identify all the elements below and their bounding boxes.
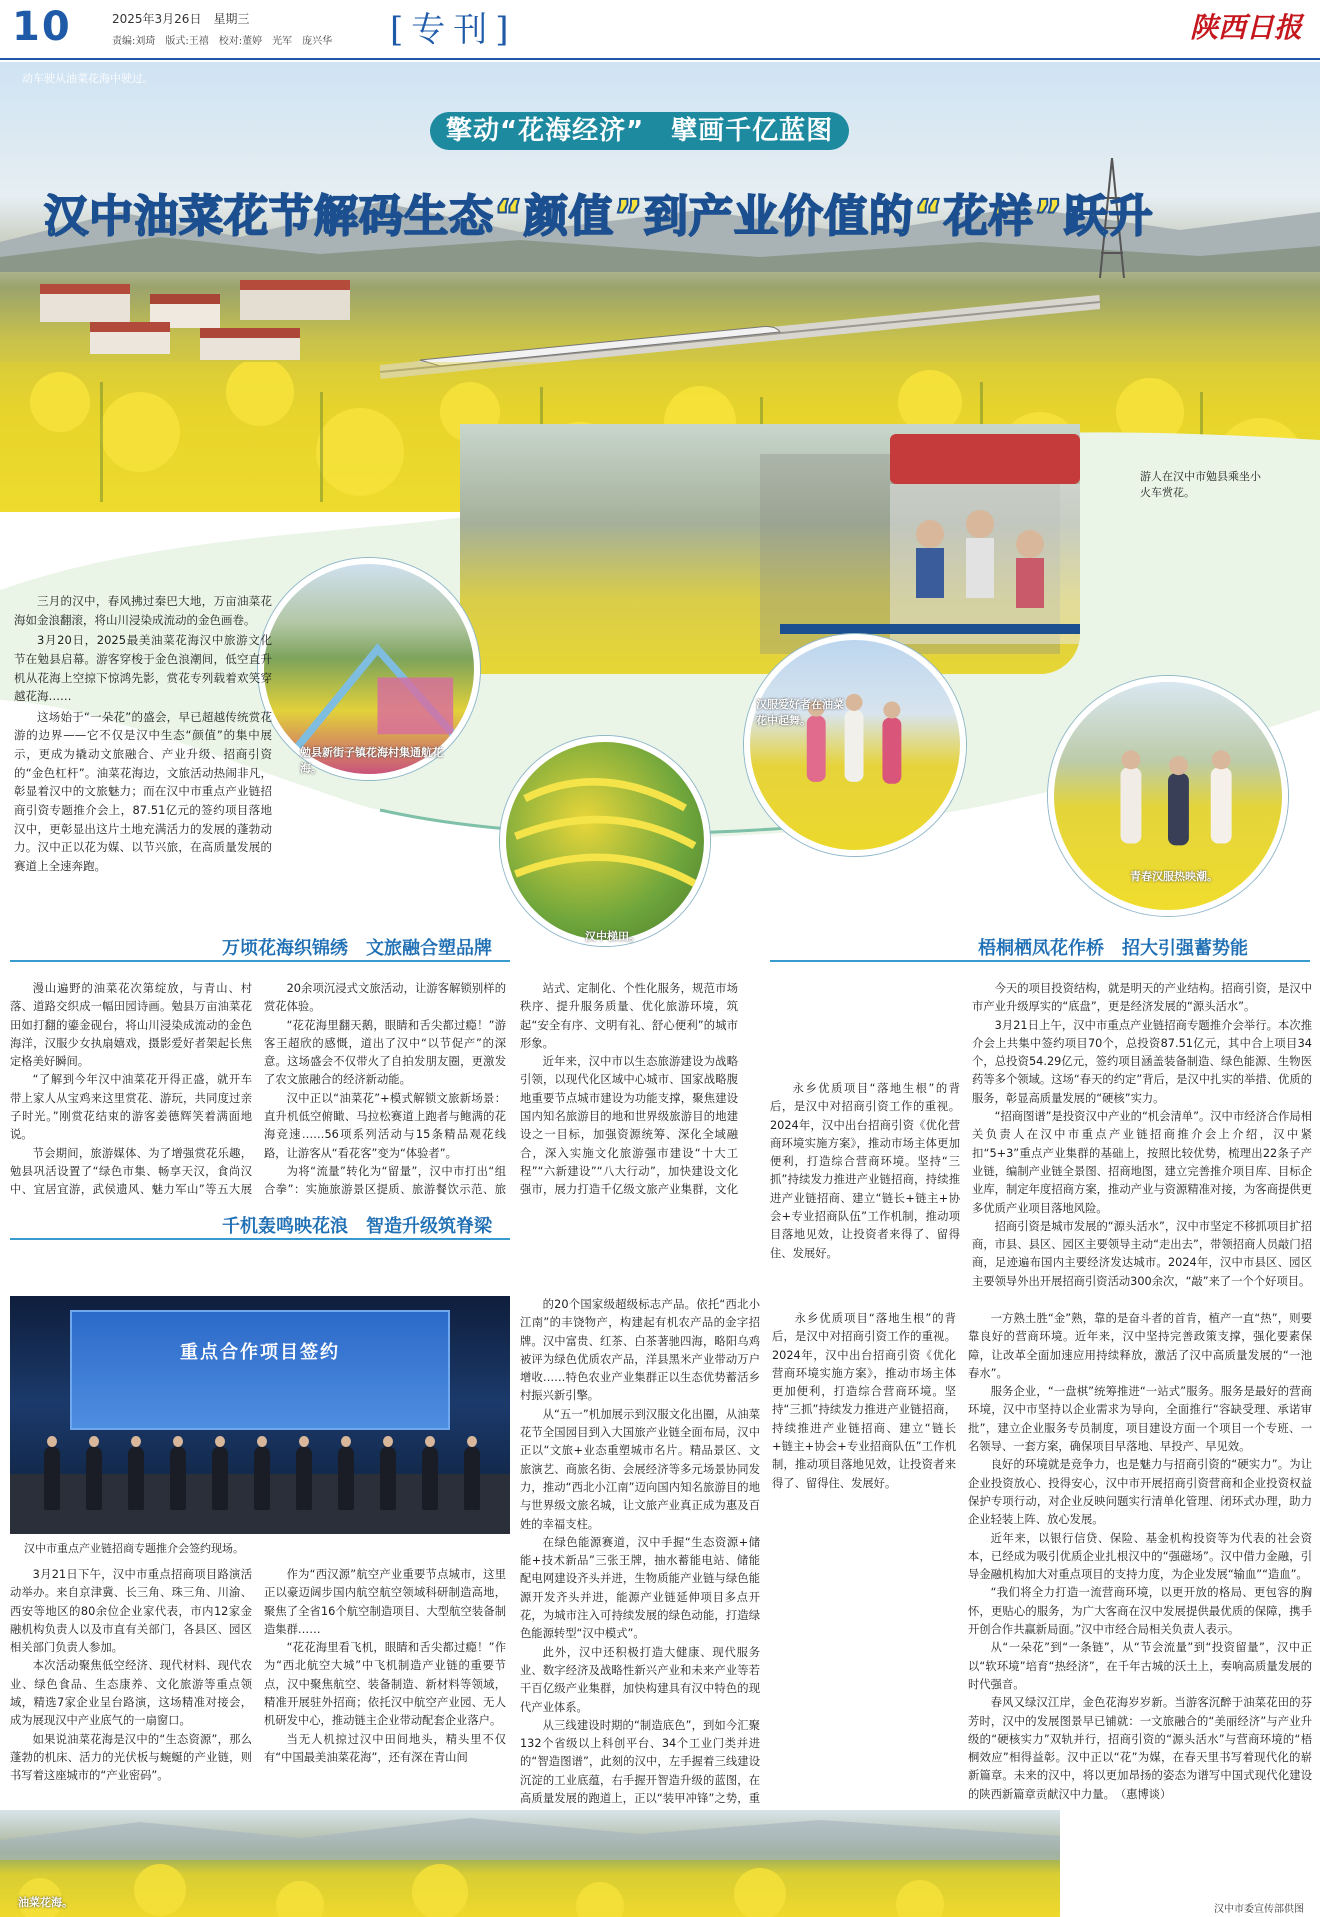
article-paragraph: 从“五一”机加展示到汉服文化出圈，从油菜花节全国园目到入大国旅产业链全面布局，汉中正以“文旅+业态重塑城市名片。精品景区、文旅演艺、商旅名街、会展经济等多元场景协同发力，推动“西北小江南”迈向国内知名旅游目的地与世界级文旅名城，让文旅产业真正成为惠及百姓的幸福支柱。 xyxy=(520,1407,760,1531)
photo-flower-sea xyxy=(0,1810,1060,1917)
attendee xyxy=(464,1446,480,1510)
caption-flower-train: 游人在汉中市勉县乘坐小火车赏花。 xyxy=(1140,470,1261,499)
article-column xyxy=(770,1080,960,1308)
article-paragraph: 当无人机掠过汉中田间地头，精头里不仅有“中国最美油菜花海”，还有深在青山间 xyxy=(264,1732,506,1764)
caption-hanfu-dance: 汉服爱好者在油菜花中起舞。 xyxy=(756,698,844,727)
caption-hanfu-costume: 青春汉服热映潮。 xyxy=(1130,870,1218,883)
intro-paragraph: 三月的汉中，春风拂过秦巴大地，万亩油菜花海如金浪翻滚，将山川浸染成流动的金色画卷。 xyxy=(14,594,272,627)
article-paragraph: 作为“西汉源”航空产业重要节点城市，这里正以豪迈阔步国内航空航空领域科研制造高地，聚焦了全省16个航空制造项目、大型航空装备制造集群…… xyxy=(264,1568,506,1636)
masthead xyxy=(0,0,1320,60)
article-paragraph: 今天的项目投资结构，就是明天的产业结构。招商引资，是汉中市产业升级厚实的“底盘”，更是经济发展的“源头活水”。 xyxy=(972,982,1312,1014)
newspaper-logo: 陕西日报 xyxy=(1189,11,1302,44)
article-paragraph: 春风又绿汉江岸，金色花海岁岁新。当游客沉醉于油菜花田的芬芳时，汉中的发展图景早已铺就：一文旅融合的“美丽经济”与产业升级的“硬核实力”双轨并行，招商引资的“源头活水”与营商环境的“梧桐效应”相得益彰。汉中正以“花”为媒，在春天里书写着现代化的崭新篇章。未来的汉中，将以更加昂扬的姿态为谱写中国式现代化建设的陕西新篇章贡献汉中力量。 （惠博谈） xyxy=(968,1696,1312,1801)
article-column xyxy=(520,980,738,1198)
article-paragraph: 服务企业，“一盘棋”统筹推进“一站式”服务。服务是最好的营商环境，汉中市坚持以企业需求为导向，全面推行“容缺受理、承诺审批”，建立企业服务专员制度，项目建设方面一个项目一个专班、一名领导、一套方案，确保项目早落地、早投产、早见效。 xyxy=(968,1385,1312,1454)
article-paragraph: 如果说油菜花海是汉中的“生态资源”，那么蓬勃的机床、活力的光伏板与蜿蜒的产业链，则书写着这座城市的“产业密码”。 xyxy=(10,1732,252,1783)
photo-signing-ceremony xyxy=(10,1296,510,1534)
article-paragraph: 3月21日上午，汉中市重点产业链招商专题推介会举行。本次推介会上共集中签约项目70个，总投资87.51亿元，其中合上项目34个，总投资54.29亿元，签约项目涵盖装备制造、绿色能源、生物医药等多个领域。这场“春天的约定”背后，是汉中扎实的举措、优质的服务，彰显高质量发展的“硬核”实力。 xyxy=(972,1018,1312,1105)
article-paragraph: “花花海里翻天鹅，眼睛和舌尖都过瘾！”游客王超欣的感慨，道出了汉中“以节促产”的深意。这场盛会不仅带火了自拍发朋友圈，更激发了农文旅融合的经济新动能。 xyxy=(264,1018,506,1087)
article-paragraph: 的20个国家级超级标志产品。依托“西北小江南”的丰饶物产，构建起有机农产品的金字招牌。汉中富贵、红茶、白茶著驰四海，略阳乌鸡被评为绿色优质农产品，洋县黑米产业带动万户增收……特色农业产业集群正以生态优势蓄活乡村振兴新引擎。 xyxy=(520,1298,760,1403)
article-paragraph: 为将“流量”转化为“留量”，汉中市打出“组合拳”：实施旅游景区提质、旅游餐饮示范、旅 xyxy=(264,1164,506,1197)
article-column xyxy=(264,1566,506,1808)
section-rule xyxy=(10,960,510,962)
photo-terraced-fields xyxy=(500,736,710,946)
attendee xyxy=(254,1446,270,1510)
article-paragraph: 永乡优质项目“落地生根”的背后，是汉中对招商引资工作的重视。2024年，汉中出台招商引资《优化营商环境实施方案》，推动市场主体更加便利，打造综合营商环境。坚持“三抓”持续发力推进产业链招商，持续推进产业链招商、建立“链长+链主+协会+专业招商队伍”工作机制，推动项目落地见效，让投资者来得了、留得住、发展好。 xyxy=(772,1312,956,1490)
attendee xyxy=(212,1446,228,1510)
editorial-staff: 责编:刘琦 版式:王禧 校对:董婷 光军 庞兴华 xyxy=(112,36,333,47)
article-paragraph: 一方熟土胜“金”熟，靠的是奋斗者的首肯，植产一直“热”，则要靠良好的营商环境。近年来，汉中坚持完善政策支撑，强化要素保障，让改革全面加速应用持续释放，激活了汉中高质量发展的“一池春水”。 xyxy=(968,1312,1312,1380)
section-rule xyxy=(10,1238,510,1240)
article-paragraph: 良好的环境就是竞争力，也是魅力与招商引资的“硬实力”。为让企业投资放心、投得安心，汉中市开展招商引资营商和企业投资权益保护专项行动，对企业反映问题实行清单化管理、闭环式办理，助力企业轻装上阵、放心发展。 xyxy=(968,1458,1312,1527)
kicker-banner: 擎动“花海经济” 擘画千亿蓝图 xyxy=(430,112,849,150)
article-paragraph: 在绿色能源赛道，汉中手握“生态资源+储能+技术新品”三张王牌，抽水蓄能电站、储能配电网建设齐头并进，生物质能产业链与绿色能源开发齐头并进，能源产业链延伸项目多点开花，为城市注入可持续发展的绿色动能，打造绿色能源转型“汉中模式”。 xyxy=(520,1535,760,1641)
article-paragraph: 近年来，汉中市以生态旅游建设为战略引领，以现代化区域中心城市、国家战略腹地重要节点城市建设为功能支撑，聚焦建设国内知名旅游目的地和世界级旅游目的地建设之一目标，加强资源统筹、深化全域融合，深入实施文化旅游强市建设“十大工程”“六新建设”“八大行动”，加快建设文化强市，展力打造千亿级文旅产业集群，文化 xyxy=(520,1055,738,1197)
attendee xyxy=(170,1446,186,1510)
caption-aerial-flower-village: 勉县新街子镇花海村集通航花海。 xyxy=(300,746,443,775)
intro-text xyxy=(14,592,272,877)
article-paragraph: 漫山遍野的油菜花次第绽放，与青山、村落、道路交织成一幅田园诗画。勉县万亩油菜花田如打翻的鎏金砚台，将山川浸染成流动的金色海洋，汉服少女执扇嬉戏，摄影爱好者架起长焦定格美好瞬间。 xyxy=(10,982,252,1069)
article-column xyxy=(10,1566,252,1808)
article-paragraph: 20余项沉浸式文旅活动，让游客解锁别样的赏花体验。 xyxy=(264,982,506,1014)
article-paragraph: 从三线建设时期的“制造底色”，到如今汇聚132个省级以上科创平台、34个工业门类并进的“智造图谱”，此刻的汉中，左手握着三线建设沉淀的工业底蕴，右手握开智造升级的蓝图，在高质量发展的跑道上，正以“装甲冲锋”之势，重 xyxy=(520,1718,760,1806)
attendee xyxy=(128,1446,144,1510)
section-title-culture-tourism: 万顷花海织锦绣 文旅融合塑品牌 xyxy=(222,938,492,959)
caption-signing-ceremony: 汉中市重点产业链招商专题推介会签约现场。 xyxy=(24,1542,244,1555)
attendee xyxy=(296,1446,312,1510)
article-paragraph: 近年来，以银行信贷、保险、基金机构投资等为代表的社会资本，已经成为吸引优质企业扎根汉中的“强磁场”。汉中借力金融，引导金融机构加大对重点项目的支持力度，为企业发展“输血”“造血”。 xyxy=(968,1531,1312,1582)
article-paragraph: “招商图谱”是投资汉中产业的“机会清单”。汉中市经济合作局相关负责人在汉中市重点产业链招商推介会上介绍，汉中紧扣“5+3”重点产业集群的基础上，按照比较优势，梳理出22条子产业链，编制产业链全景图、招商地图，建立完善推介项目库、目标企业库，制定年度招商方案，推动产业与资源精准对接，为客商提供更多优质产业项目落地风险。 xyxy=(972,1110,1312,1215)
article-column xyxy=(772,1310,956,1808)
column-title: [专刊] xyxy=(390,10,517,50)
intro-paragraph: 这场始于“一朵花”的盛会，早已超越传统赏花游的边界——它不仅是汉中生态“颜值”的集中展示，更成为撬动文旅融合、产业升级、招商引资的“金色杠杆”。油菜花海边，文旅活动热闹非凡，彰显着汉中的文旅魅力；而在汉中市重点产业链招商引资专题推介会上，87.51亿元的签约项目落地汉中，更彰显出这片土地充满活力的发展的蓬勃动力。汉中正以花为媒、以节兴旅，在高质量发展的赛道上全速奔跑。 xyxy=(14,709,272,873)
photo-hanfu-dance xyxy=(744,634,966,856)
attendee xyxy=(44,1446,60,1510)
main-headline: 汉中油菜花节解码生态“颜值”到产业价值的“花样”跃升 xyxy=(44,191,1154,242)
photo-flower-train xyxy=(460,424,1080,674)
intro-paragraph: 3月20日，2025最美油菜花海汉中旅游文化节在勉县启幕。游客穿梭于金色浪潮间，低空直升机从花海上空掠下惊鸿先影，赏花专列载着欢笑穿越花海…… xyxy=(14,633,272,704)
article-paragraph: 节会期间，旅游媒体、为了增强赏花乐趣，勉县巩活设置了“绿色市集、畅享天汉，食尚汉中、宜居宜游，武侯遗风、魅力军山”等五大展 xyxy=(10,1146,252,1197)
article-paragraph: 永乡优质项目“落地生根”的背后，是汉中对招商引资工作的重视。2024年，汉中出台招商引资《优化营商环境实施方案》，推动市场主体更加便利，打造综合营商环境。坚持“三抓”持续发力推进产业链招商，持续推进产业链招商、建立“链长+链主+协会+专业招商队伍”工作机制，推动项目落地见效，让投资者来得了、留得住、发展好。 xyxy=(770,1082,960,1260)
photo-credit: 汉中市委宣传部供图 xyxy=(1214,1904,1304,1915)
attendee xyxy=(380,1446,396,1510)
article-paragraph: 站式、定制化、个性化服务，规范市场秩序、提升服务质量、优化旅游环境，筑起“安全有序、文明有礼、舒心便利”的城市形象。 xyxy=(520,982,738,1050)
attendee xyxy=(422,1446,438,1510)
article-paragraph: 招商引资是城市发展的“源头活水”，汉中市坚定不移抓项目扩招商，市县、县区、园区主要领导主动“走出去”，带领招商人员敲门招商，足迹遍布国内主要经济发达城市。2024年，汉中市县区、园区主要领导外出开展招商引资活动300余次，“敲”来了一个个好项目。 xyxy=(972,1219,1312,1288)
stage-screen xyxy=(70,1310,450,1430)
article-column xyxy=(10,980,252,1198)
article-column xyxy=(264,980,506,1198)
hero-caption: 动车驶从油菜花海中驶过。 xyxy=(22,72,154,85)
article-paragraph: 本次活动聚焦低空经济、现代材料、现代农业、绿色食品、生态康养、文化旅游等重点领域，精选7家企业呈台路演，这场精准对接会，成为展现汉中产业底气的一扇窗口。 xyxy=(10,1659,252,1728)
stage-screen-title: 重点合作项目签约 xyxy=(180,1342,340,1363)
section-title-investment: 梧桐栖凤花作桥 招大引强蓄势能 xyxy=(978,938,1248,959)
article-column xyxy=(520,1296,760,1808)
section-title-manufacturing: 千机轰鸣映花浪 智造升级筑脊梁 xyxy=(222,1216,492,1237)
attendee xyxy=(338,1446,354,1510)
article-column xyxy=(972,980,1312,1308)
caption-flower-sea: 油菜花海。 xyxy=(18,1896,73,1909)
caption-terraced-fields: 汉中梯田。 xyxy=(585,930,640,943)
article-paragraph: 汉中正以“油菜花”+模式解锁文旅新场景：直升机低空俯瞰、马拉松赛道上跑者与鲍满的花海竞速……56项系列活动与15条精品观花线路，让游客从“看花客”变为“体验者”。 xyxy=(264,1091,506,1160)
article-paragraph: 从“一朵花”到“一条链”，从“节会流量”到“投资留量”，汉中正以“软环境”培育“热经济”，在千年古城的沃土上，奏响高质量发展的时代强音。 xyxy=(968,1641,1312,1691)
article-paragraph: 3月21日下午，汉中市重点招商项目路演活动举办。来自京津冀、长三角、珠三角、川渝、西安等地区的80余位企业家代表，市内12家金融机构负责人以及市直有关部门，各县区、园区相关部门负责人参加。 xyxy=(10,1568,252,1655)
article-paragraph: “了解到今年汉中油菜花开得正盛，就开车带上家人从宝鸡来这里赏花、游玩，共同度过亲子时光。”刚赏花结束的游客姜德辉笑着满面地说。 xyxy=(10,1073,252,1142)
page-number: 10 xyxy=(12,4,72,50)
article-paragraph: 此外，汉中还积极打造大健康、现代服务业、数字经济及战略性新兴产业和未来产业等若干百亿级产业集群，加快构建具有汉中特色的现代产业体系。 xyxy=(520,1645,760,1714)
section-rule xyxy=(770,960,1310,962)
attendee xyxy=(86,1446,102,1510)
article-paragraph: “花花海里看飞机，眼睛和舌尖都过瘾！”作为“西北航空大城”中飞机制造产业链的重要节点，汉中聚焦航空、装备制造、新材料等领域，精准开展驻外招商；依托汉中航空产业园、无人机研发中心，推动链主企业带动配套企业落户。 xyxy=(264,1641,506,1728)
article-paragraph: “我们将全力打造一流营商环境，以更开放的格局、更包容的胸怀，更贴心的服务，为广大客商在汉中发展提供最优质的保障，携手开创合作共赢新局面。”汉中市经合局相关负责人表示。 xyxy=(968,1586,1312,1637)
issue-date: 2025年3月26日 星期三 xyxy=(112,12,250,26)
